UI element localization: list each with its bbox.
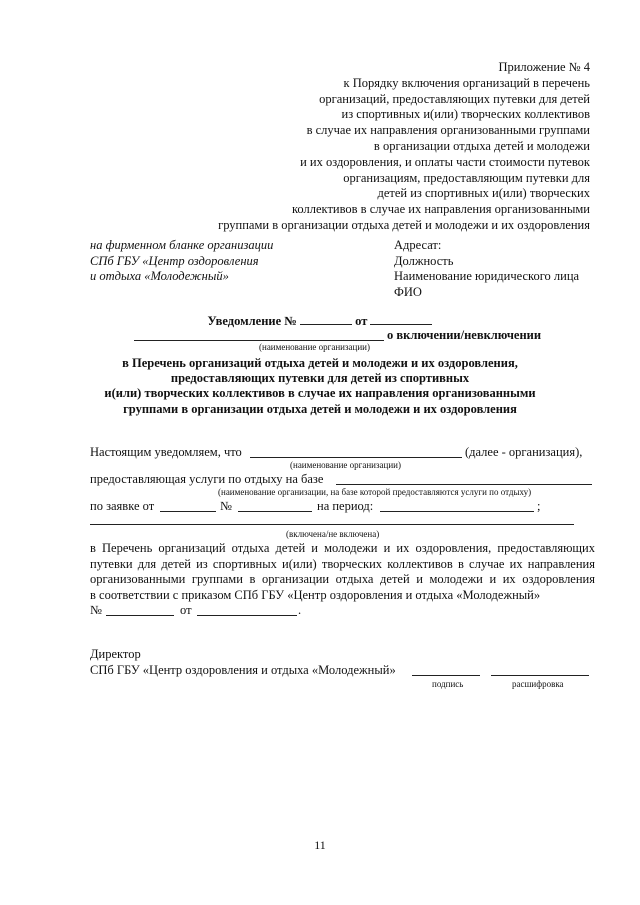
annex-line: группами в организации отдыха детей и молодежи и их оздоровления [218,217,590,232]
sender-block [90,238,273,285]
annex-line: в организации отдыха детей и молодежи [373,138,590,153]
inclusion-status-blank[interactable] [90,524,574,525]
paragraph-line: в Перечень организаций отдыха детей и молодежи и их оздоровления, предоставляющих [90,541,595,555]
signature-caption: подпись [432,679,464,689]
form-line3-period: на период: [317,499,374,513]
paragraph-line: в соответствии с приказом СПб ГБУ «Центр оздоровления и отдыха «Молодежный» [90,587,541,602]
notice-org-caption: (наименование организации) [259,342,370,352]
notice-heading [0,356,640,417]
request-number-blank[interactable] [238,511,312,512]
form-paragraph [90,541,595,603]
annex-line: детей из спортивных и(или) творческих [377,186,590,201]
notice-prefix: Уведомление № [207,314,297,328]
form-caption3: (включена/не включена) [286,529,380,539]
heading-line: предоставляющих путевки для детей из спортивных [170,371,470,386]
form-line3-start: по заявке от [90,499,155,513]
notice-number-blank[interactable] [300,313,352,325]
order-date-blank[interactable] [197,615,297,616]
annex-line: к Порядку включения организаций в перечень [343,75,590,90]
annex-line: организациям, предоставляющим путевки для [343,170,590,185]
notice-date-blank[interactable] [370,313,432,325]
heading-line: и(или) творческих коллективов в случае их направления организованными [104,386,536,401]
order-num-label: № [90,603,102,617]
signature-blank[interactable] [412,675,480,676]
org-name-blank[interactable] [250,457,462,458]
signature-position: Директор [90,647,141,661]
notice-inclusion: о включении/невключении [387,328,542,342]
heading-line: группами в организации отдыха детей и молодежи и их оздоровления [123,401,517,416]
request-date-blank[interactable] [160,511,216,512]
annex-line: из спортивных и(или) творческих коллективов [341,107,590,122]
form-line3-end: ; [537,499,541,513]
annex-header [218,60,590,234]
page-number: 11 [314,838,326,852]
decode-blank[interactable] [491,675,589,676]
annex-line: коллективов в случае их направления организованными [291,202,590,217]
form-line3-num: № [220,499,232,513]
form-line1-start: Настоящим уведомляем, что [90,445,242,459]
form-caption1: (наименование организации) [290,460,401,470]
order-from-label: от [180,603,192,617]
heading-line: в Перечень организаций отдыха детей и молодежи и их оздоровления, [122,356,518,370]
annex-line: и их оздоровления, и оплаты части стоимости путевок [300,154,590,169]
form-line1-end: (далее - организация), [465,445,583,459]
paragraph-line: путевки для детей из спортивных и(или) творческих коллективов в случае их направления [90,556,595,571]
period-blank[interactable] [380,511,534,512]
order-end: . [298,603,302,617]
form-line2-start: предоставляющая услуги по отдыху на базе [90,472,324,486]
sender-line: и отдыха «Молодежный» [90,269,229,283]
order-number-blank[interactable] [106,615,174,616]
sender-line: СПб ГБУ «Центр оздоровления [90,253,259,268]
notice-from: от [355,314,368,328]
decode-caption: расшифровка [512,679,564,689]
sender-line: на фирменном бланке организации [90,238,274,252]
signature-org: СПб ГБУ «Центр оздоровления и отдыха «Молодежный» [90,663,396,677]
addressee-line: ФИО [394,284,422,299]
annex-line: в случае их направления организованными группами [306,123,590,138]
form-caption2: (наименование организации, на базе которой предоставляются услуги по отдыху) [218,487,532,497]
annex-line: организаций, предоставляющих путевки для детей [319,91,590,106]
addressee-line: Должность [394,253,454,268]
annex-title: Приложение № 4 [498,60,590,74]
addressee-line: Наименование юридического лица [394,269,580,283]
addressee-line: Адресат: [394,238,442,252]
base-org-blank[interactable] [336,484,592,485]
addressee-block [394,238,579,300]
notice-title [0,313,640,329]
notice-org-blank[interactable] [134,340,384,341]
paragraph-line: организованными группами в организации отдыха детей и молодежи и их оздоровления [90,572,595,587]
